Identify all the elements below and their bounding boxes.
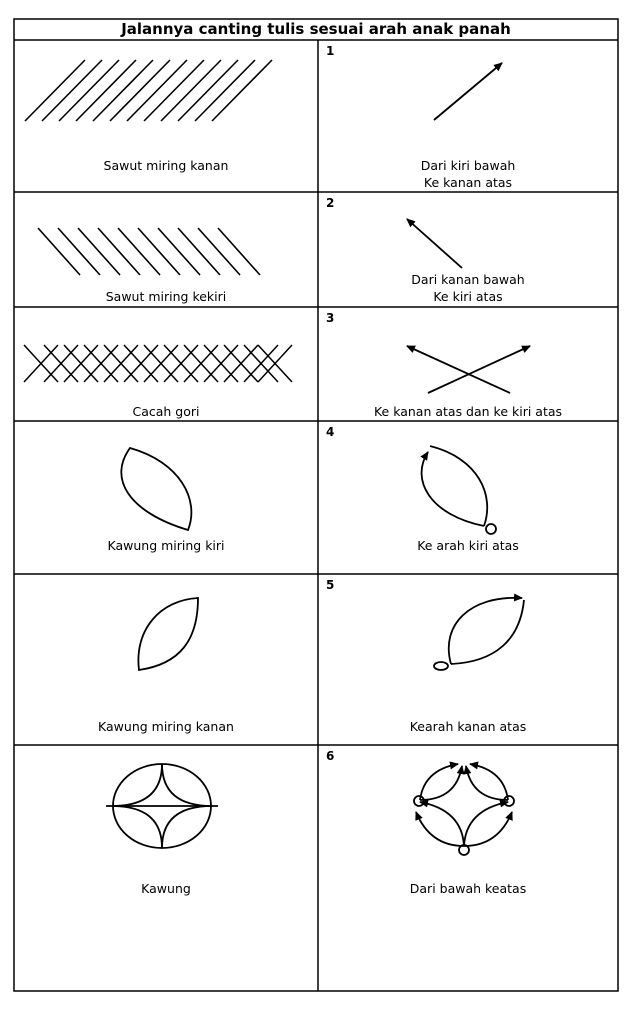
- right-caption-line2: Ke kiri atas: [433, 289, 503, 304]
- left-caption: Kawung miring kanan: [98, 719, 234, 734]
- kawung-miring-kanan-illustration: [138, 598, 198, 670]
- right-caption-line1: Kearah kanan atas: [409, 719, 527, 734]
- row-number: 2: [326, 196, 335, 210]
- arrow-up-left-icon: [407, 346, 510, 393]
- left-caption: Kawung miring kiri: [107, 538, 225, 553]
- right-caption-line1: Dari kiri bawah: [420, 158, 516, 173]
- row-number: 6: [326, 749, 335, 763]
- kawung-arrow-up-left-icon: [422, 446, 496, 534]
- left-caption: Cacah gori: [132, 404, 200, 419]
- kawung-illustration: [106, 764, 218, 848]
- row-number: 1: [326, 44, 335, 58]
- arrow-up-left-icon: [407, 219, 462, 268]
- arrow-up-right-icon: [434, 63, 502, 120]
- left-caption: Sawut miring kekiri: [105, 289, 227, 304]
- sawut-miring-kekiri-illustration: [38, 228, 260, 275]
- right-caption-line1: Ke arah kiri atas: [417, 538, 519, 553]
- row-number: 3: [326, 311, 335, 325]
- cacah-gori-illustration: [24, 345, 292, 382]
- left-caption: Sawut miring kanan: [103, 158, 229, 173]
- kawung-arrow-up-right-icon: [434, 598, 524, 670]
- row-number: 4: [326, 425, 335, 439]
- sawut-miring-kanan-illustration: [25, 60, 272, 121]
- right-caption-line1: Dari bawah keatas: [409, 881, 527, 896]
- right-caption-line1: Ke kanan atas dan ke kiri atas: [373, 404, 563, 419]
- row-number: 5: [326, 578, 335, 592]
- table-title: Jalannya canting tulis sesuai arah anak panah: [121, 20, 511, 38]
- kawung-miring-kiri-illustration: [121, 448, 191, 530]
- arrow-up-right-icon: [428, 346, 530, 393]
- kawung-arrows-bottom-up-icon: [414, 764, 514, 855]
- left-caption: Kawung: [141, 881, 191, 896]
- right-caption-line2: Ke kanan atas: [423, 175, 513, 190]
- right-caption-line1: Dari kanan bawah: [411, 272, 525, 287]
